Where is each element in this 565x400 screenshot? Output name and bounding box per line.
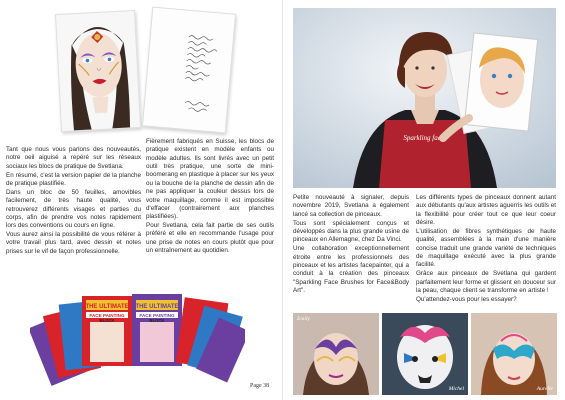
face-painting-example-photo	[293, 313, 379, 395]
model-name-label: Aurélie	[536, 386, 553, 392]
blocks-fan-illustration	[30, 288, 245, 393]
page-number: Page 38	[250, 383, 270, 389]
face-painting-example-photo	[382, 313, 468, 395]
article-column-right	[416, 194, 556, 304]
handwriting-scribble	[143, 8, 236, 134]
block-title-line2: FACE PAINTING	[89, 313, 125, 318]
paragraph: Vous aurez ainsi la possibilité de vous référer à votre travail plus tard, avec dessin et notes prises sur le vif de façon professionnelle.	[6, 231, 141, 255]
block-title-line2: FACE PAINTING	[139, 313, 175, 318]
block-title-line3: BLOCK	[99, 318, 115, 323]
paragraph: L'utilisation de fibres synthétiques de haute qualité, assemblées à la main d'une manière concise traduit une grande variété de techniques de maquillage exécuté avec la plus grande facilité.	[416, 227, 556, 269]
block-title-line1: THE ULTIMATE	[135, 304, 179, 310]
svetlana-portrait-photo	[293, 8, 556, 188]
portrait-illustration	[293, 8, 556, 188]
handwritten-notes-sheet	[142, 7, 236, 134]
model-name-label: Michel	[448, 386, 464, 392]
practice-blocks-photo	[30, 288, 245, 393]
block-title-line3: BLOCK	[149, 318, 165, 323]
face-painting-example-photo	[471, 313, 557, 395]
article-column-right	[146, 138, 274, 256]
paragraph: Une collaboration exceptionnellement étroite entre les professionnels des pinceaux et les artistes facepainter, qui a conduit à la création des pinceaux "Sparkling Face Brushes for Face&Body Art".	[293, 245, 409, 294]
face-painting-practice-sheet	[55, 10, 141, 132]
paragraph: Grâce aux pinceaux de Svetlana qui gardent parfaitement leur forme et glissent en douceur sur la peau, chaque client se transforme en artiste !	[416, 270, 556, 294]
paragraph: Les différents types de pinceaux donnent autant aux débutants qu'aux artistes aguerris les outils et la flexibilité pour créer tout ce que leur coeur désire.	[416, 194, 556, 227]
paragraph: Pour Svetlana, cela fait partie de ses outils préféré et elle en recommande l'usage pour une prise de notes en cours plutôt que pour un entraînement au quotidien.	[146, 222, 274, 255]
apron-logo-text: Sparkling faces	[403, 134, 447, 142]
paragraph: Qu'attendez-vous pour les essayer?	[416, 295, 517, 303]
block-title-line1: THE ULTIMATE	[85, 304, 129, 310]
paragraph: Fièrement fabriqués en Suisse, les blocs de pratique existent en modèle enfants ou modèle adultes. Ils sont livrés avec un petit outil très pratique, une sorte de mini-boomerang en plastique à placer sur les yeux ou la bouche de la planche de dessin afin de ne pas appliquer la couleur dessus lors de votre maquillage, comme il est impossible d'effacer (contrairement aux planches plastifiées).	[146, 138, 274, 221]
right-page	[283, 0, 565, 400]
model-name-label: Emily	[297, 316, 310, 322]
paragraph: Tant que nous vous parlons des nouveautés, notre oeil aiguisé a repéré sur les réseaux sociaux les blocs de pratique de Svetlana.	[6, 146, 141, 170]
article-column-left	[6, 146, 141, 256]
left-page	[0, 0, 282, 400]
paragraph: Tous sont spécialement conçus et développés dans la plus grande usine de pinceaux en Allemagne, chez Da Vinci.	[293, 219, 409, 244]
paragraph: Petite nouveauté à signaler, depuis novembre 2019, Svetlana a également lancé sa collection de pinceaux.	[293, 194, 409, 218]
paragraph: Dans un bloc de 50 feuilles, amovibles facilement, de très haute qualité, vous retrouverez différents visages et parties du corps, afin de prendre vos notes rapidement lors des conventions ou cours en ligne.	[6, 188, 141, 230]
painted-face-illustration	[56, 11, 141, 132]
article-column-left	[293, 194, 409, 295]
paragraph: En résumé, c'est la version papier de la planche de pratique plastifiée.	[6, 171, 141, 187]
